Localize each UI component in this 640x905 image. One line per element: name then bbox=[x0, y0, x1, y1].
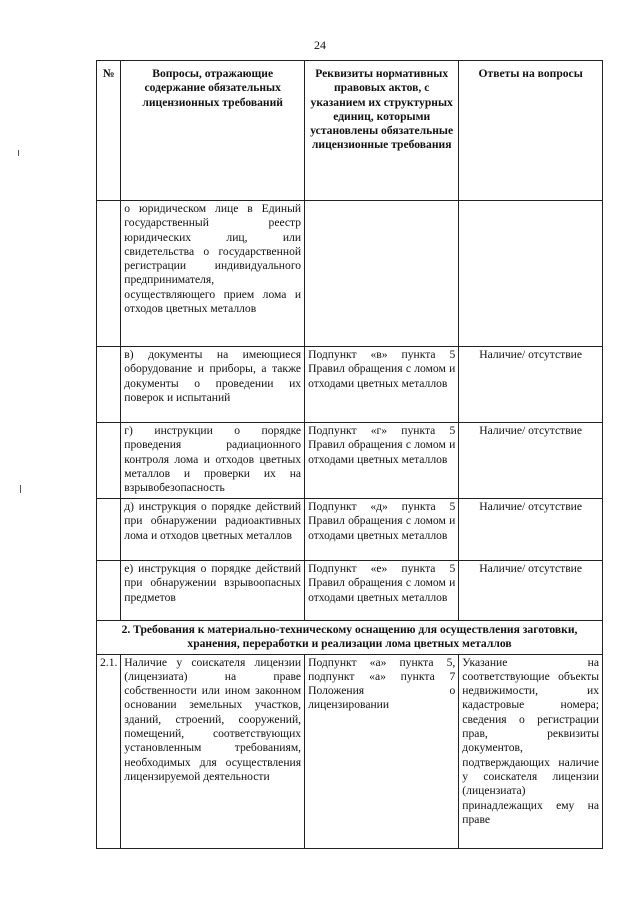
question-cell: д) инструкция о порядке действий при обнаружении радиоактивных лома и отходов цветных металлов bbox=[121, 499, 305, 561]
header-number: № bbox=[97, 61, 121, 201]
requisites-cell: Подпункт «г» пункта 5 Правил обращения с ломом и отходами цветных металлов bbox=[305, 423, 459, 499]
question-cell: Наличие у соискателя лицензии (лицензиата) на праве собственности или ином законном основании земельных участков, зданий, строений, сооружений, помещений, соответствующих установленным требованиям, необходимых для осуществления лицензируемой деятельности bbox=[121, 654, 305, 848]
question-cell: е) инструкция о порядке действий при обнаружении взрывоопасных предметов bbox=[121, 561, 305, 621]
header-answers: Ответы на вопросы bbox=[459, 61, 603, 201]
table-row bbox=[97, 423, 603, 499]
question-cell: о юридическом лице в Единый государственный реестр юридических лиц, или свидетельства о государственной регистрации индивидуального предпринимателя, осуществляющего прием лома и отходов цветных металлов bbox=[121, 201, 305, 347]
answer-cell: Наличие/ отсутствие bbox=[459, 561, 603, 621]
requisites-cell: Подпункт «в» пункта 5 Правил обращения с ломом и отходами цветных металлов bbox=[305, 347, 459, 423]
requisites-cell: Подпункт «д» пункта 5 Правил обращения с ломом и отходами цветных металлов bbox=[305, 499, 459, 561]
section-heading-row bbox=[97, 621, 603, 655]
row-number bbox=[97, 423, 121, 499]
row-number: 2.1. bbox=[97, 654, 121, 848]
scan-mark bbox=[20, 485, 21, 493]
question-cell: г) инструкции о порядке проведения радиационного контроля лома и отходов цветных металлов и проверки их на взрывобезопасность bbox=[121, 423, 305, 499]
answer-cell: Наличие/ отсутствие bbox=[459, 347, 603, 423]
requisites-cell: Подпункт «а» пункта 5, подпункт «а» пункта 7 Положения о лицензировании bbox=[305, 654, 459, 848]
table-row bbox=[97, 347, 603, 423]
requisites-cell bbox=[305, 201, 459, 347]
table-row bbox=[97, 499, 603, 561]
license-requirements-table bbox=[96, 60, 603, 849]
table-row bbox=[97, 561, 603, 621]
answer-cell: Наличие/ отсутствие bbox=[459, 423, 603, 499]
table-row bbox=[97, 201, 603, 347]
section-title: 2. Требования к материально-техническому оснащению для осуществления заготовки, хранения, переработки и реализации лома цветных металлов bbox=[97, 621, 603, 655]
table-header-row bbox=[97, 61, 603, 201]
question-cell: в) документы на имеющиеся оборудование и приборы, а также документы о проведении их поверок и испытаний bbox=[121, 347, 305, 423]
table-row bbox=[97, 654, 603, 848]
page-number: 24 bbox=[314, 38, 326, 52]
row-number bbox=[97, 561, 121, 621]
answer-cell: Наличие/ отсутствие bbox=[459, 499, 603, 561]
scan-mark bbox=[18, 150, 19, 156]
requisites-cell: Подпункт «е» пункта 5 Правил обращения с ломом и отходами цветных металлов bbox=[305, 561, 459, 621]
header-questions: Вопросы, отражающие содержание обязательных лицензионных требований bbox=[121, 61, 305, 201]
header-requisites: Реквизиты нормативных правовых актов, с указанием их структурных единиц, которыми установлены обязательные лицензионные требования bbox=[305, 61, 459, 201]
answer-cell: Указание на соответствующие объекты недвижимости, их кадастровые номера; сведения о регистрации прав, реквизиты документов, подтверждающих наличие у соискателя лицензии (лицензиата) принадлежащих ему на праве bbox=[459, 654, 603, 848]
answer-cell bbox=[459, 201, 603, 347]
row-number bbox=[97, 499, 121, 561]
row-number bbox=[97, 347, 121, 423]
row-number bbox=[97, 201, 121, 347]
